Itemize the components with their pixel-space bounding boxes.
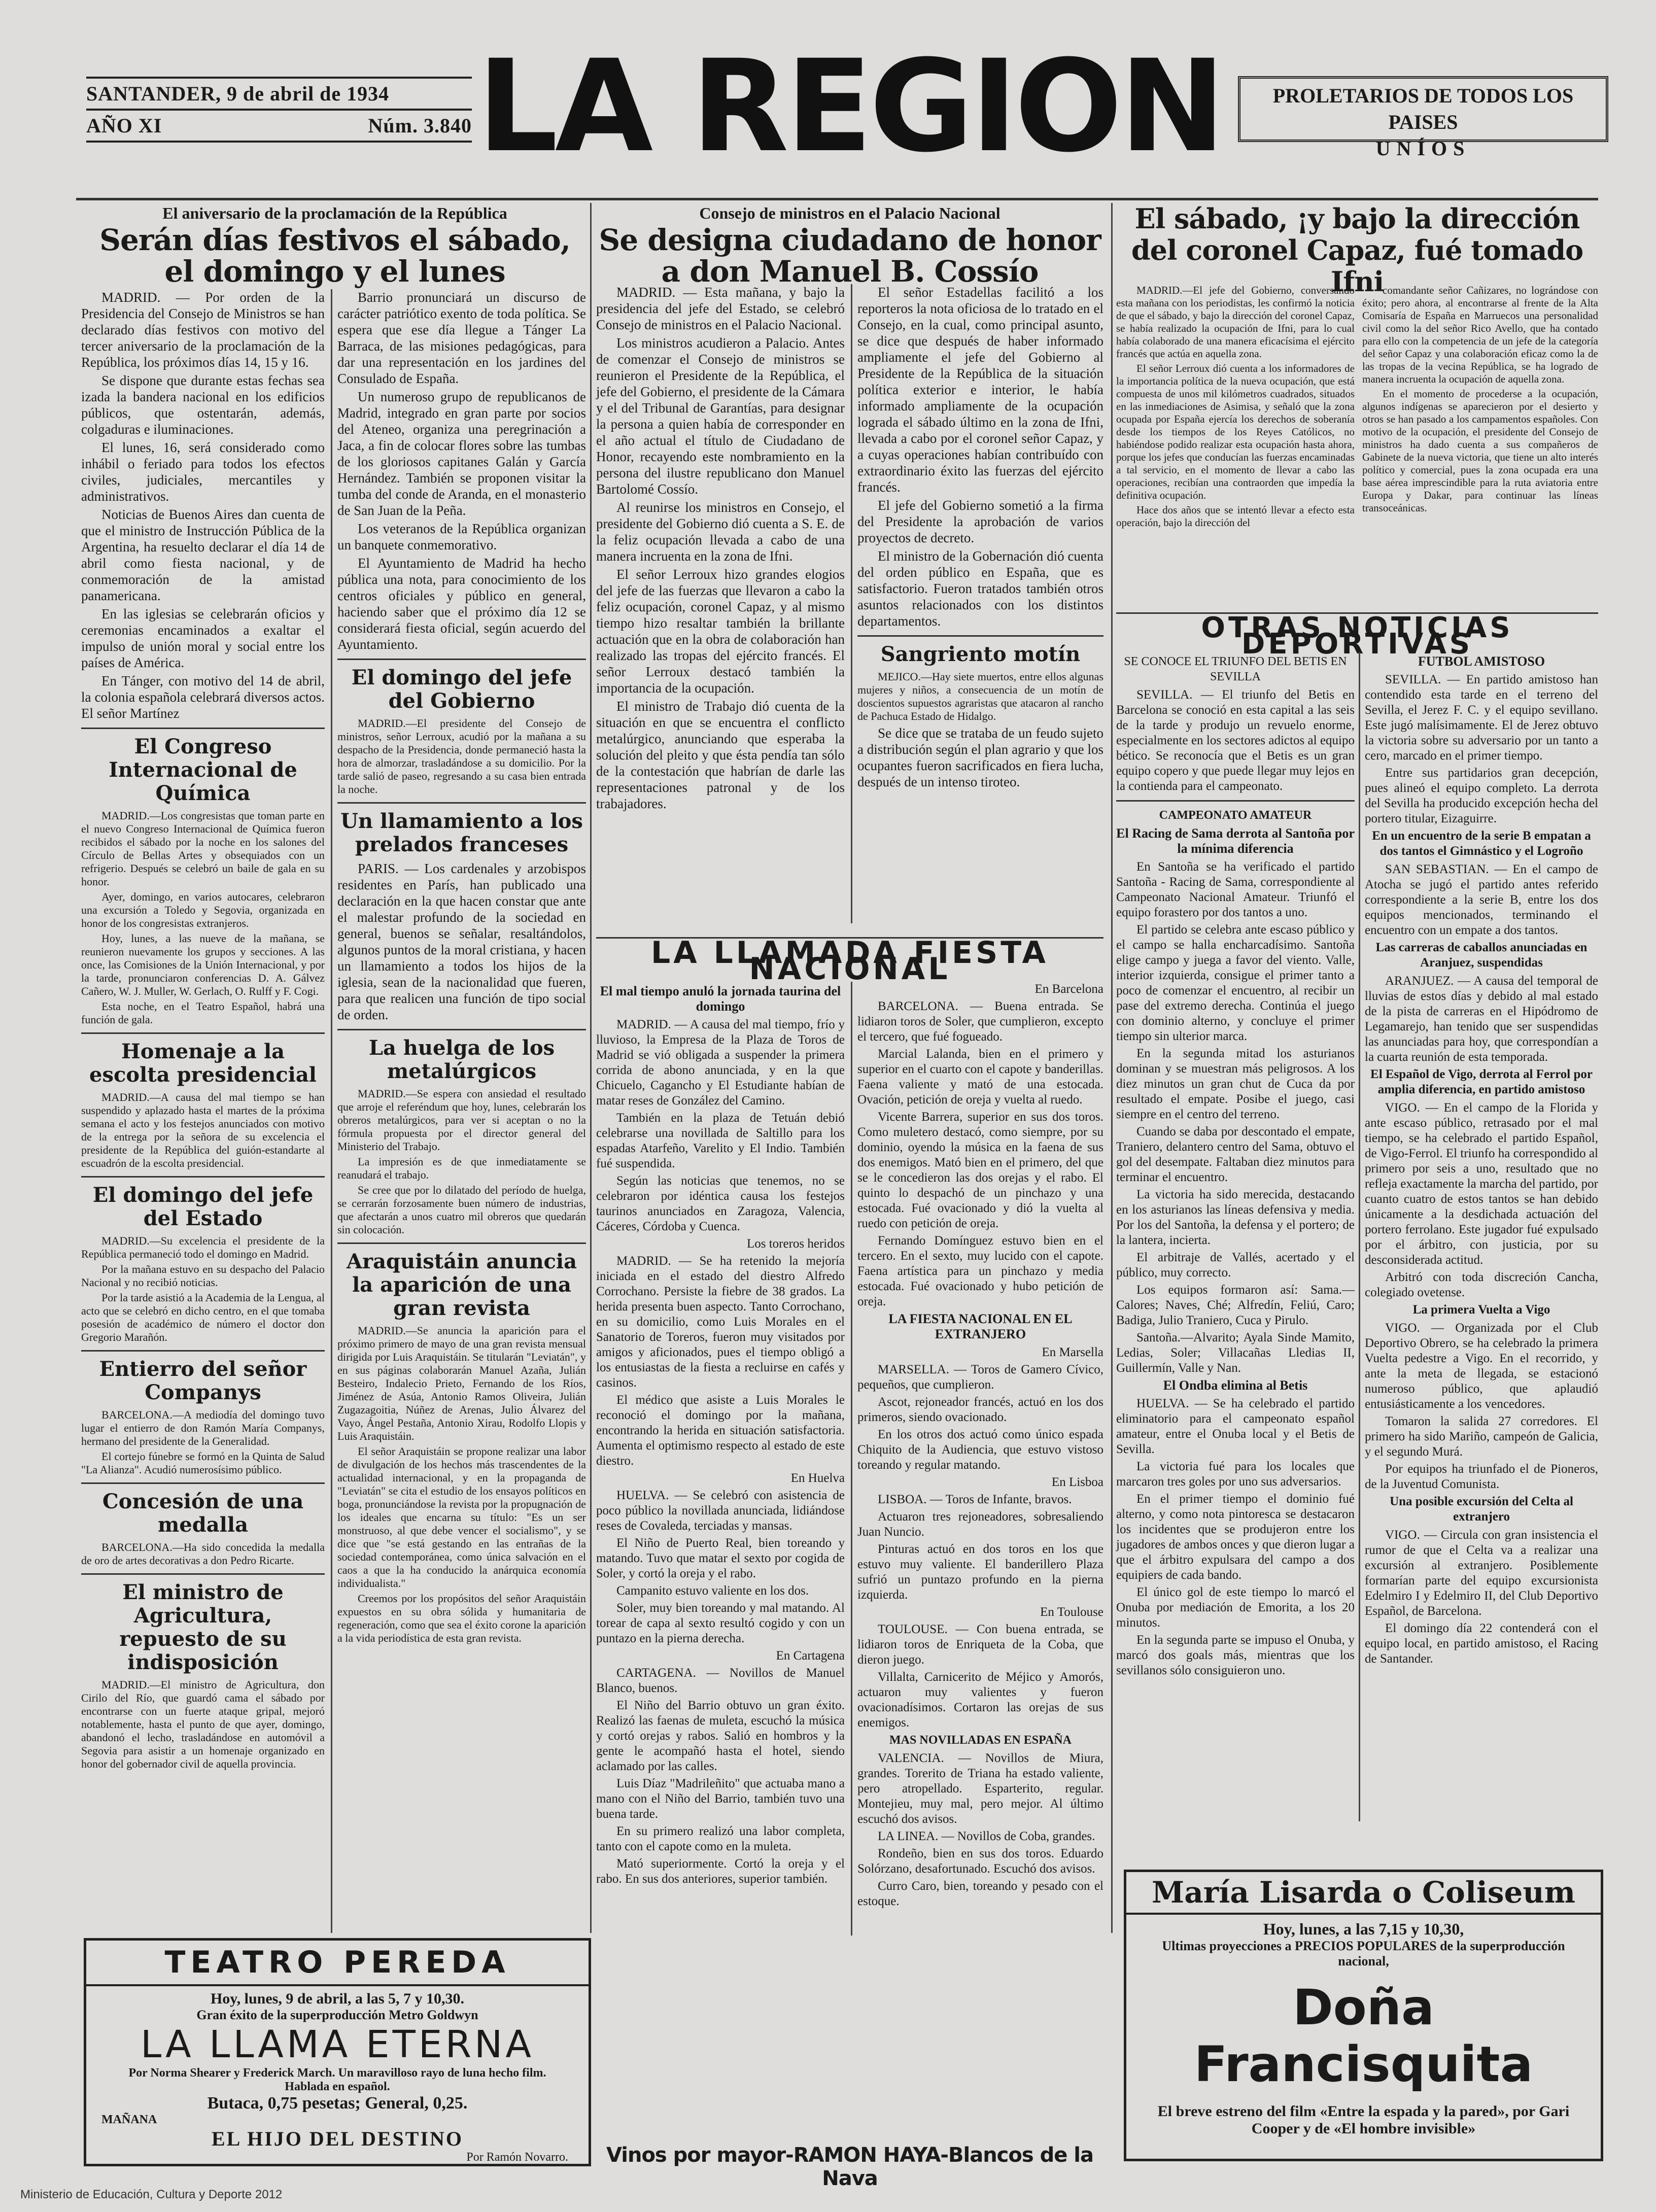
paragraph: SEVILLA. — El triunfo del Betis en Barcelona se conoció en esta capital a las seis de la tarde y produjo un revuelo enorme, especialmente en los sectores adictos al equipo bético. Se reconocía que el Betis es un gran equipo copero y que puede llegar muy lejos en la contienda para el campeonato. bbox=[1116, 688, 1355, 793]
ad-line: Por Norma Shearer y Frederick March. Un maravilloso rayo de luna hecho film. Hablada en español. bbox=[128, 2066, 546, 2093]
ad-line: Por Ramón Novarro. bbox=[466, 2151, 568, 2164]
ad-vinos bbox=[596, 2144, 1103, 2190]
paragraph: El ministro de la Gobernación dió cuenta del orden público en España, que es satisfactorio. Fueron tratados también otros asuntos relacionados con los distintos departamentos. bbox=[857, 548, 1103, 629]
column-3 bbox=[596, 284, 845, 814]
paragraph: También en la plaza de Tetuán debió celebrarse una novillada de Saltillo para los espadas Atarfeño, Varelito y El Indio. También fué suspendida. bbox=[596, 1111, 845, 1170]
paragraph: Mató superiormente. Cortó la oreja y el rabo. En sus dos anteriores, superior también. bbox=[596, 1857, 845, 1886]
section-heading: Un llamamiento a los prelados franceses bbox=[340, 809, 583, 856]
dateline: En Huelva bbox=[790, 1471, 845, 1485]
subheading: MAS NOVILLADAS EN ESPAÑA bbox=[889, 1734, 1072, 1747]
paragraph: BARCELONA. — Buena entrada. Se lidiaron toros de Soler, que cumplieron, excepto el tercero, que fué fogueado. bbox=[857, 999, 1103, 1044]
column-1 bbox=[81, 289, 325, 1773]
ad-title: TEATRO PEREDA bbox=[86, 1941, 589, 1986]
paragraph: En la segunda mitad los asturianos dominan y se muestran más peligrosos. A los diez minutos un gran chut de Cuca da por resultado el empate. Posibe el juego, casi siempre en el centro del terreno. bbox=[1116, 1047, 1355, 1121]
paragraph: Barrio pronunciará un discurso de carácter patriótico exento de toda política. Se espera que ese día llegue a Tánger La Barraca, de las misiones pedagógicas, para dar una representación en los jardines del Consulado de España. bbox=[337, 290, 586, 386]
paragraph: Se cree que por lo dilatado del período de huelga, se cerrarán forzosamente buen número de industrias, que afectarán a unos cuatro mil obreros que quedarán sin colocación. bbox=[337, 1184, 586, 1236]
paragraph: En Santoña se ha verificado el partido Santoña - Racing de Sama, correspondiente al Campeonato Nacional Amateur. Triunfó el equipo forastero por dos tantos a uno. bbox=[1116, 860, 1355, 919]
section-title: LA LLAMADA FIESTA NACIONAL bbox=[651, 935, 1049, 987]
paragraph: Curro Caro, bien, toreando y pesado con el estoque. bbox=[857, 1879, 1103, 1908]
paragraph: Se dispone que durante estas fechas sea izada la bandera nacional en los edificios públicos, que ostentarán, además, colgaduras e iluminaciones. bbox=[81, 373, 325, 437]
paragraph: HUELVA. — Se ha celebrado el partido eliminatorio para el campeonato español amateur, entre el Onuba local y el Betis de Sevilla. bbox=[1116, 1397, 1355, 1456]
masthead-rule bbox=[76, 198, 1598, 200]
kicker: Consejo de ministros en el Palacio Nacional bbox=[699, 204, 1000, 222]
headline: Se designa ciudadano de honor a don Manuel B. Cossío bbox=[599, 223, 1101, 289]
paragraph: Los ministros acudieron a Palacio. Antes de comenzar el Consejo de ministros se reunieron el Presidente de la República, el jefe del Gobierno, el presidente de la Cámara y el del Tribunal de Garantías, para designar la persona a quien había de corresponder en el año actual el título de Ciudadano de Honor, recayendo este nombramiento en la persona del ilustre republicano don Manuel Bartolomé Cossío. bbox=[596, 335, 845, 497]
paragraph: Se dice que se trataba de un feudo sujeto a distribución según el plan agrario y que los ocupantes fueron sacrificados en fiera lucha, después de un intenso tiroteo. bbox=[857, 725, 1103, 789]
paragraph: VIGO. — En el campo de la Florida y ante escaso público, retrasado por el mal tiempo, se ha celebrado el partido Español, de Vigo-Ferrol. El triunfo ha correspondido al primero por seis a uno, resultado que no refleja exactamente la marcha del partido, por cuanto cuatro de estos tantos se han debido únicamente a la desdichada actuación del portero ferrolano. Este jugador fué expulsado por el árbitro, con justicia, por su desconsiderada actitud. bbox=[1365, 1101, 1598, 1267]
section-heading: El Congreso Internacional de Química bbox=[109, 735, 297, 805]
subheading: CAMPEONATO AMATEUR bbox=[1159, 809, 1312, 822]
paragraph: Fernando Domínguez estuvo bien en el tercero. En el sexto, muy lucido con el capote. Faena artística para un pinchazo y media estocada. Fué ovacionado y hubo petición de oreja. bbox=[857, 1234, 1103, 1308]
paragraph: LA LINEA. — Novillos de Coba, grandes. bbox=[878, 1829, 1095, 1843]
paragraph: El jefe del Gobierno sometió a la firma del Presidente la aprobación de varios proyectos de decreto. bbox=[857, 498, 1103, 545]
paragraph: Santoña.—Alvarito; Ayala Sinde Mamito, Ledias, Soler; Villacañas Lledias II, Guillermín, Valle y Nan. bbox=[1116, 1331, 1355, 1375]
motto-box bbox=[1238, 76, 1608, 160]
fiesta-column-right bbox=[857, 982, 1103, 1911]
paragraph: El señor Lerroux hizo grandes elogios del jefe de las fuerzas que llevaron a cabo la feliz ocupación, coronel Capaz, y al mismo tiempo hizo resaltar también la brillante actuación que en la obra de colaboración han realizado las tropas del ejército francés. El señor Lerroux destacó también la importancia de la ocupación. bbox=[596, 567, 845, 696]
column-2 bbox=[337, 289, 586, 1647]
subheading: El Racing de Sama derrota al Santoña por la mínima diferencia bbox=[1116, 826, 1355, 856]
ad-film-title: Doña Francisquita bbox=[1194, 1979, 1533, 2093]
paragraph: Los veteranos de la República organizan un banquete conmemorativo. bbox=[337, 521, 586, 552]
column-5-top bbox=[1116, 284, 1355, 531]
ad-vinos-text: Vinos por mayor-RAMON HAYA-Blancos de la Nava bbox=[606, 2144, 1093, 2190]
paragraph: VIGO. — Circula con gran insistencia el rumor de que el Celta va a realizar una excursión al extranjero. Posiblemente formarían parte del equipo excursionista Edelmiro I y Edelmiro II, del Club Deportivo Español, de Barcelona. bbox=[1365, 1528, 1598, 1618]
paragraph: Luis Díaz "Madrileñito" que actuaba mano a mano con el Niño del Barrio, también tuvo una buena tarde. bbox=[596, 1777, 845, 1821]
paragraph: El Ayuntamiento de Madrid ha hecho pública una nota, para conocimiento de los centros oficiales y público en general, haciendo saber que el próximo día 12 se considerará fiesta oficial, según acuerdo del Ayuntamiento. bbox=[337, 556, 586, 652]
ad-teatro-pereda bbox=[84, 1938, 591, 2166]
ad-line: MAÑANA bbox=[101, 2113, 157, 2126]
ad-title: María Lisarda o Coliseum bbox=[1126, 1872, 1601, 1915]
paragraph: El señor Lerroux dió cuenta a los informadores de la importancia política de la nueva ocupación, que está compuesta de unos mil kilómetros cuadrados, situados en las inmediaciones de Asimisa, y señaló que la zona ocupada por España ejercía los derechos de soberanía desde los tiempos de los Reyes Católicos, no habiéndose podido realizar esta ocupación hasta ahora, porque los jefes que conducían las fuerzas encaminadas a tal servicio, en el momento de llevar a cabo las operaciones, recibían una contraorden que impedía la definitiva ocupación. bbox=[1116, 362, 1355, 501]
paragraph: MADRID. — Esta mañana, y bajo la presidencia del jefe del Estado, se celebró Consejo de ministros en el Palacio Nacional. bbox=[596, 285, 845, 332]
paragraph: Rondeño, bien en sus dos toros. Eduardo Solórzano, desafortunado. Escuchó dos avisos. bbox=[857, 1847, 1103, 1876]
paragraph: Arbitró con toda discreción Cancha, colegiado ovetense. bbox=[1365, 1270, 1598, 1299]
paragraph: MADRID.—El presidente del Consejo de ministros, señor Lerroux, acudió por la mañana a su despacho de la Presidencia, donde permaneció hasta la hora de almorzar, trasladándose a su domicilio. Por la tarde salió de paseo, regresando a su casa bien entrada la noche. bbox=[337, 717, 586, 796]
otras-noticias-header bbox=[1116, 606, 1598, 661]
paragraph: Villalta, Carnicerito de Méjico y Amorós, actuaron muy valientes y fueron ovacionadísimos. Cortaron las orejas de sus enemigos. bbox=[857, 1670, 1103, 1730]
motto-line-2: UNÍOS bbox=[1375, 137, 1471, 160]
paragraph: CARTAGENA. — Novillos de Manuel Blanco, buenos. bbox=[596, 1666, 845, 1695]
subheading: Una posible excursión del Celta al extranjero bbox=[1390, 1495, 1573, 1524]
masthead-info bbox=[86, 74, 472, 146]
paragraph: Vicente Barrera, superior en sus dos toros. Como muletero destacó, como siempre, por su dominio, oyendo la música en la faena de sus dos enemigos. Mató bien en el primero, del que se le concedieron las dos orejas y el rabo. El quinto lo despachó de un pinchazo y una estocada. Fué ovacionado y dió la vuelta al ruedo con petición de oreja. bbox=[857, 1110, 1103, 1230]
paragraph: La victoria fué para los locales que marcaron tres goles por uno sus adversarios. bbox=[1116, 1460, 1355, 1489]
paragraph: Esta noche, en el Teatro Español, habrá una función de gala. bbox=[81, 1000, 325, 1026]
paragraph: MEJICO.—Hay siete muertos, entre ellos algunas mujeres y niños, a consecuencia de un motín de doscientos supuestos agraristas que atacaron al rancho de Pachuca Estado de Hidalgo. bbox=[857, 670, 1103, 722]
column-5 bbox=[1116, 652, 1355, 1680]
paragraph: Actuaron tres rejoneadores, sobresaliendo Juan Nuncio. bbox=[857, 1510, 1103, 1539]
paragraph: Por equipos ha triunfado el de Pioneros, de la Juventud Comunista. bbox=[1365, 1462, 1598, 1491]
ad-line: El breve estreno del film «Entre la espada y la pared», por Gari Cooper y de «El hombre invisible» bbox=[1157, 2103, 1570, 2137]
ad-line: Ultimas proyecciones a PRECIOS POPULARES de la superproducción nacional, bbox=[1162, 1939, 1565, 1968]
fiesta-column-left bbox=[596, 982, 845, 1889]
section-heading: Concesión de una medalla bbox=[102, 1490, 304, 1537]
dateline: En Marsella bbox=[1042, 1345, 1103, 1359]
paragraph: Por la tarde asistió a la Academia de la Lengua, al acto que se celebró en dicho centro, en el que tomaba posesión de académico de número el doctor don Gregorio Marañón. bbox=[81, 1291, 325, 1343]
paragraph: El Niño del Barrio obtuvo un gran éxito. Realizó las faenas de muleta, escuchó la música y cortó orejas y rabos. Salió en hombros y la gente le acompañó hasta el hotel, siendo aclamado por las calles. bbox=[596, 1699, 845, 1773]
paragraph: Hoy, lunes, a las nueve de la mañana, se reunieron nuevamente los grupos y secciones. A las once, las Comisiones de la Unión Internacional, y por la tarde, pronunciaron conferencias D. A. Gálvez Cañero, W. J. Muller, W. Gerlach, O. Rulff y F. Cogi. bbox=[81, 932, 325, 997]
section-heading: Sangriento motín bbox=[880, 642, 1081, 666]
paragraph: Soler, muy bien toreando y mal matando. Al torear de capa al sexto resultó cogido y con un puntazo en la pierna derecha. bbox=[596, 1601, 845, 1645]
dateline: En Toulouse bbox=[1040, 1605, 1103, 1619]
paragraph: MADRID.—El ministro de Agricultura, don Cirilo del Río, que guardó cama el sábado por encontrarse con un fuerte ataque gripal, mejoró notablemente, hasta el punto de que ayer, domingo, abandonó el lecho, trasladándose en automóvil a Segovia para asistir a un homenaje organizado en honor del gobernador civil de aquella provincia. bbox=[81, 1678, 325, 1770]
paragraph: En Tánger, con motivo del 14 de abril, la colonia española celebrará diversos actos. El señor Martínez bbox=[81, 673, 325, 721]
paragraph: Tomaron la salida 27 corredores. El primero ha sido Mariño, campeón de Galicia, y el segundo Murá. bbox=[1365, 1414, 1598, 1459]
paragraph: MADRID.—Los congresistas que toman parte en el nuevo Congreso Internacional de Química fueron recibidos el sábado por la noche en los salones del Círculo de Bellas Artes y obsequiados con un refrigerio. Después se celebró un baile de gala en su honor. bbox=[81, 809, 325, 888]
ad-film-title: EL HIJO DEL DESTINO bbox=[211, 2127, 464, 2150]
paragraph: Al reunirse los ministros en Consejo, el presidente del Gobierno dió cuenta a S. E. de la feliz ocupación llevada a cabo de una manera incruenta en la zona de Ifni. bbox=[596, 500, 845, 564]
motto-line-1: PROLETARIOS DE TODOS LOS PAISES bbox=[1272, 84, 1574, 133]
paragraph: Creemos por los propósitos del señor Araquistáin expuestos en su obra sólida y humanitaria de regeneración, como que sea el éxito corone la aparición a la vida periodística de esta gran revista. bbox=[337, 1592, 586, 1644]
paragraph: Los equipos formaron así: Sama.—Calores; Naves, Ché; Alfredín, Feliú, Caro; Badiga, Julio Traniero, Cuca y Pirulo. bbox=[1116, 1283, 1355, 1327]
issue-number: Núm. 3.840 bbox=[368, 114, 472, 137]
dateline: En Cartagena bbox=[776, 1649, 845, 1663]
paragraph: La victoria ha sido merecida, destacando en los asturianos las líneas defensiva y media. Por los del Santoña, la defensa y el portero; de la lantera, incierta. bbox=[1116, 1188, 1355, 1247]
paragraph: SEVILLA. — En partido amistoso han contendido esta tarde en el terreno del Sevilla, el Jerez F. C. y el equipo sevillano. Este jugó malísimamente. El de Jerez obtuvo la victoria sobre su adversario por un tanto a cero, marcado en el primer tiempo. bbox=[1365, 673, 1598, 763]
paragraph: Ayer, domingo, en varios autocares, celebraron una excursión a Toledo y Segovia, organizada en honor de los congresistas extranjeros. bbox=[81, 890, 325, 929]
paragraph: MADRID.—Se espera con ansiedad el resultado que arroje el referéndum que hoy, lunes, celebrarán los obreros metalúrgicos, para ver si aceptan o no la fórmula propuesta por el director general del Ministerio del Trabajo. bbox=[337, 1087, 586, 1153]
paragraph: Cuando se daba por descontado el empate, Traniero, delantero centro del Sama, obtuvo el gol del desempate. Faltaban diez minutos para terminar el encuentro. bbox=[1116, 1125, 1355, 1184]
paragraph: HUELVA. — Se celebró con asistencia de poco público la novillada anunciada, lidiándose reses de Covaleda, terciadas y mansas. bbox=[596, 1489, 845, 1533]
ad-prices: Butaca, 0,75 pesetas; General, 0,25. bbox=[207, 2094, 468, 2113]
paragraph: El partido se celebra ante escaso público y el campo se halla encharcadísimo. Santoña elige campo y juega a favor del viento. Valle, interior izquierda, consigue el primer tanto a poco de comenzar el encuentro, al recibir un pase del extremo derecha. Continúa el juego con dominio alterno, y concluye el primer tiempo sin ulterior marca. bbox=[1116, 923, 1355, 1043]
paragraph: La impresión es de que inmediatamente se reanudará el trabajo. bbox=[337, 1155, 586, 1181]
paragraph: MADRID.—Su excelencia el presidente de la República permaneció todo el domingo en Madrid. bbox=[81, 1234, 325, 1260]
paragraph: El lunes, 16, será considerado como inhábil o feriado para todos los efectos civiles, judiciales, mercantiles y administrativos. bbox=[81, 440, 325, 504]
subheading: SE CONOCE EL TRIUNFO DEL BETIS EN SEVILLA bbox=[1124, 655, 1347, 683]
paragraph: Un numeroso grupo de republicanos de Madrid, integrado en gran parte por socios del Ateneo, organiza una peregrinación a Jaca, a fin de colocar flores sobre las tumbas de los gloriosos capitanes Galán y García Hernández. También se proponen visitar la tumba del conde de Aranda, en el monasterio de San Juan de la Peña. bbox=[337, 389, 586, 518]
paragraph: Por la mañana estuvo en su despacho del Palacio Nacional y no recibió noticias. bbox=[81, 1263, 325, 1289]
paragraph: Entre sus partidarios gran decepción, pues alineó el equipo completo. La derrota del Sevilla ha producido excepción hecha del portero titular, Eizaguirre. bbox=[1365, 766, 1598, 825]
ad-schedule: Hoy, lunes, 9 de abril, a las 5, 7 y 10,30. bbox=[210, 1990, 465, 2007]
article-fiesta-header bbox=[596, 931, 1103, 987]
section-heading: La huelga de los metalúrgicos bbox=[368, 1036, 555, 1083]
paragraph: MARSELLA. — Toros de Gamero Cívico, pequeños, que cumplieron. bbox=[857, 1363, 1103, 1392]
subheading: LA FIESTA NACIONAL EN EL EXTRANJERO bbox=[888, 1311, 1073, 1341]
subheading: El Ondba elimina al Betis bbox=[1163, 1378, 1308, 1393]
paragraph: El Niño de Puerto Real, bien toreando y matando. Tuvo que matar el sexto por cogida de Soler, y cortó la oreja y el rabo. bbox=[596, 1536, 845, 1580]
paragraph: El señor Estadellas facilitó a los reporteros la nota oficiosa de lo tratado en el Consejo, en la cual, como principal asunto, se dice que después de haber informado ampliamente el jefe del Gobierno al Presidente de la República de la situación política exterior e interior, le había informado ampliamente de la ocupación lograda el sábado último en la zona de Ifni, llevada a cabo por el coronel señor Capaz, y a cuyas operaciones habían contribuído con extraordinario éxito las fuerzas del ejército francés. bbox=[857, 285, 1103, 495]
paragraph: En las iglesias se celebrarán oficios y ceremonias encaminados a exaltar el impulso de unión moral y social entre los países de América. bbox=[81, 606, 325, 670]
paragraph: Pinturas actuó en dos toros en los que estuvo muy valiente. El banderillero Plaza sufrió un puntazo profundo en la pierna izquierda. bbox=[857, 1542, 1103, 1602]
paragraph: El domingo día 22 contenderá con el equipo local, en partido amistoso, el Racing de Santander. bbox=[1365, 1621, 1598, 1666]
paragraph: BARCELONA.—A mediodía del domingo tuvo lugar el entierro de don Ramón María Companys, hermano del presidente de la Generalidad. bbox=[81, 1408, 325, 1447]
dateline: En Lisboa bbox=[1051, 1475, 1103, 1489]
article-consejo-header bbox=[596, 203, 1103, 292]
column-4 bbox=[857, 284, 1103, 792]
paragraph: En el primer tiempo el dominio fué alterno, y como nota pintoresca se destacaron los incidentes que se produjeron entre los jugadores de ambos onces y que dieron lugar a que el árbitro expulsara del campo a dos equipiers de cada bando. bbox=[1116, 1492, 1355, 1582]
paragraph: El señor Araquistáin se propone realizar una labor de divulgación de los hechos más trascendentes de la actualidad internacional, y en la propaganda de "Leviatán" se cita el estudio de los ensayos políticos en boga, pronunciándose la revista por la propugnación de los ideales que encarna su título: "Es un ser monstruoso, al que debe vencer el socialismo", y se dice que "se está gestando en las entrañas de la sociedad contemporánea, como única salvación en el caos a que la ha conducido la anárquica economía individualista." bbox=[337, 1445, 586, 1589]
paragraph: MADRID.—Se anuncia la aparición para el próximo primero de mayo de una gran revista mensual dirigida por Luis Araquistáin. Se titularán "Leviatán", y en sus páginas colaborarán Manuel Azaña, Julián Besteiro, Indalecio Prieto, Fernando de los Ríos, Jiménez de Asúa, Antonio Ramos Oliveira, Julián Zugazagoitia, Núñez de Arenas, Julio Álvarez del Vayo, Ángel Pestaña, Antonio Xirau, Rodolfo Llopis y Luis Araquistáin. bbox=[337, 1324, 586, 1442]
footer-credit: Ministerio de Educación, Cultura y Deporte 2012 bbox=[20, 2188, 283, 2201]
subheading: La primera Vuelta a Vigo bbox=[1412, 1303, 1550, 1317]
paragraph: El cortejo fúnebre se formó en la Quinta de Salud "La Alianza". Acudió numerosísimo público. bbox=[81, 1450, 325, 1476]
subheading: El mal tiempo anuló la jornada taurina del domingo bbox=[600, 984, 841, 1014]
paragraph: MADRID. — Por orden de la Presidencia del Consejo de Ministros se han declarado días festivos con motivo del tercer aniversario de la proclamación de la República, los próximos días 14, 15 y 16. bbox=[81, 290, 325, 370]
paragraph: BARCELONA.—Ha sido concedida la medalla de oro de artes decorativas a don Pedro Ricarte. bbox=[81, 1541, 325, 1567]
article-anniversary-header bbox=[81, 203, 589, 292]
ad-schedule: Hoy, lunes, a las 7,15 y 10,30, bbox=[1263, 1920, 1464, 1938]
section-heading: Araquistáin anuncia la aparición de una gran revista bbox=[346, 1250, 577, 1320]
paragraph: El único gol de este tiempo lo marcó el Onuba por mediación de Emorita, a los 20 minutos. bbox=[1116, 1585, 1355, 1630]
section-heading: Homenaje a la escolta presidencial bbox=[89, 1040, 317, 1087]
city-date: SANTANDER, 9 de abril de 1934 bbox=[86, 82, 390, 105]
kicker: El aniversario de la proclamación de la República bbox=[162, 204, 507, 222]
paragraph: TOULOUSE. — Con buena entrada, se lidiaron toros de Enriqueta de la Coba, que dieron juego. bbox=[857, 1622, 1103, 1667]
newspaper-logo: LA REGION bbox=[477, 32, 1223, 180]
ad-film-title: LA LLAMA ETERNA bbox=[141, 2023, 534, 2066]
paragraph: SAN SEBASTIAN. — En el campo de Atocha se jugó el partido antes referido correspondiente a la serie B, entre los dos equipos mencionados, terminando el encuentro con un empate a dos tantos. bbox=[1365, 862, 1598, 937]
paragraph: En el momento de procederse a la ocupación, algunos indígenas se aparecieron por el desierto y otros se han pasado a los campamentos españoles. Con motivo de la ocupación, el presidente del Consejo de ministros ha dado cuenta a sus compañeros de Gabinete de la nueva victoria, que tiene un alto interés político y comercial, pues la zona ocupada era una base aérea imprescindible para la ruta aviatoria entre Europa y Dakar, para continuar las líneas transoceánicas. bbox=[1362, 388, 1598, 514]
subheading: En un encuentro de la serie B empatan a dos tantos el Gimnástico y el Logroño bbox=[1372, 829, 1591, 858]
column-6-top bbox=[1362, 284, 1598, 516]
paragraph: En su primero realizó una labor completa, tanto con el capote como en la muleta. bbox=[596, 1824, 845, 1853]
paragraph: VIGO. — Organizada por el Club Deportivo Obrero, se ha celebrado la primera Vuelta pedestre a Vigo. En el recorrido, y ante la meta de llegada, se estacionó numeroso público, que aplaudió entusiásticamente a los vencedores. bbox=[1365, 1321, 1598, 1411]
paragraph: MADRID. — A causa del mal tiempo, frío y lluvioso, la Empresa de la Plaza de Toros de Madrid se vió obligada a suspender la primera corrida de abono anunciada, y en la que Chicuelo, Cagancho y El Estudiante habían de matar reses de González del Camino. bbox=[596, 1018, 845, 1108]
paragraph: En los otros dos actuó como único espada Chiquito de la Audiencia, que estuvo vistoso toreando y regular matando. bbox=[857, 1428, 1103, 1472]
section-heading: El domingo del jefe del Gobierno bbox=[351, 666, 572, 713]
paragraph: comandante señor Cañizares, no lográndose con éxito; pero ahora, al encontrarse al frente de la Alta Comisaría de España en Marruecos una personalidad civil como la del señor Rico Avello, que ha contado para ello con la competencia de un jefe de la categoría del señor Capaz y una colaboración eficaz como la de las tropas de la vecina República, se ha logrado de manera incruenta la ocupación de aquella zona. bbox=[1362, 284, 1598, 385]
section-heading: El domingo del jefe del Estado bbox=[92, 1183, 314, 1230]
subheading: El Español de Vigo, derrota al Ferrol por amplia diferencia, en partido amistoso bbox=[1370, 1067, 1593, 1096]
paragraph: En la segunda parte se impuso el Onuba, y marcó dos goals más, mientras que los sevillanos sólo consiguieron uno. bbox=[1116, 1633, 1355, 1677]
paragraph: Campanito estuvo valiente en los dos. bbox=[616, 1584, 809, 1598]
ad-line: Gran éxito de la superproducción Metro Goldwyn bbox=[196, 2008, 478, 2022]
subheading: Las carreras de caballos anunciadas en Aranjuez, suspendidas bbox=[1375, 941, 1588, 970]
paragraph: Marcial Lalanda, bien en el primero y superior en el cuarto con el capote y banderillas. Faena valiente y mató de una estocada. Ovación, petición de oreja y vuelta al ruedo. bbox=[857, 1047, 1103, 1107]
paragraph: El médico que asiste a Luis Morales le reconoció el domingo por la mañana, encontrando la herida en situación satisfactoria. Aumenta el optimismo respecto al estado de este diestro. bbox=[596, 1393, 845, 1468]
paragraph: MADRID. — Se ha retenido la mejoría iniciada en el estado del diestro Alfredo Corrochano. Persiste la fiebre de 38 grados. La herida presenta buen aspecto. Tanto Corrochano, en su domicilio, como Luis Morales en el Sanatorio de Toreros, fueron muy visitados por amigos y aficionados, pues el tiempo obligó a los entusiastas de la fiesta a recluirse en cafés y casinos. bbox=[596, 1254, 845, 1390]
paragraph: Noticias de Buenos Aires dan cuenta de que el ministro de Instrucción Pública de la Argentina, ha resuelto declarar el día 14 de abril como fiesta nacional, y de conmemoración de la amistad panamericana. bbox=[81, 507, 325, 603]
paragraph: Según las noticias que tenemos, no se celebraron por idéntica causa los festejos taurinos anunciados en Zaragoza, Valencia, Cáceres, Córdoba y Cuenca. bbox=[596, 1174, 845, 1233]
column-6 bbox=[1365, 652, 1598, 1669]
subheading: FUTBOL AMISTOSO bbox=[1418, 654, 1545, 669]
paragraph: El arbitraje de Vallés, acertado y el público, muy correcto. bbox=[1116, 1251, 1355, 1280]
dateline: Los toreros heridos bbox=[746, 1237, 845, 1251]
section-title: OTRAS NOTICIAS DEPORTIVAS bbox=[1201, 611, 1513, 661]
paragraph: LISBOA. — Toros de Infante, bravos. bbox=[878, 1493, 1072, 1506]
paragraph: VALENCIA. — Novillos de Miura, grandes. Torerito de Triana ha estado valiente, pero atropellado. Esparterito, regular. Montejieu, muy mal, pero mejor. Al último escuchó dos avisos. bbox=[857, 1751, 1103, 1826]
headline: Serán días festivos el sábado, el domingo y el lunes bbox=[99, 223, 570, 289]
paragraph: Hace dos años que se intentó llevar a efecto esta operación, bajo la dirección del bbox=[1116, 504, 1355, 529]
paragraph: MADRID.—El jefe del Gobierno, conversando esta mañana con los periodistas, les confirmó la noticia de que el sábado, y bajo la dirección del coronel Capaz, se había realizado la ocupación de Ifni, para lo cual había colaborado de una manera eficacísima el ejército francés que actúa en aquella zona. bbox=[1116, 284, 1355, 360]
paragraph: ARANJUEZ. — A causa del temporal de lluvias de estos días y debido al mal estado de la pista de carreras en el Hipódromo de Legamarejo, han tenido que ser suspendidas las anunciadas para hoy, que correspondían a la cuarta reunión de esta temporada. bbox=[1365, 974, 1598, 1064]
paragraph: Ascot, rejoneador francés, actuó en los dos primeros, siendo ovacionado. bbox=[857, 1395, 1103, 1424]
paragraph: MADRID.—A causa del mal tiempo se han suspendido y aplazado hasta el martes de la próxima semana el acto y los festejos anunciados con motivo de la entrega por la señora de su excelencia el presidente de la República del guión-estandarte al escuadrón de la escolta presidencial. bbox=[81, 1091, 325, 1169]
paragraph: El ministro de Trabajo dió cuenta de la situación en que se encuentra el conflicto metalúrgico, anunciando que esperaba la solución del pleito y que ésta pendía tan sólo de la contestación que habrían de darle las representaciones patronal y de los trabajadores. bbox=[596, 699, 845, 811]
section-heading: El ministro de Agricultura, repuesto de su indisposición bbox=[119, 1580, 287, 1674]
paragraph: PARIS. — Los cardenales y arzobispos residentes en París, han publicado una declaración en la que hacen constar que ante el malestar profundo de la sociedad en general, buenos se señalar, resaltándolos, algunos puntos de la moral cristiana, y hacen un llamamiento a todos los hijos de la iglesia, sean de la nacionalidad que fueren, para que realicen una función de tipo social de orden. bbox=[337, 861, 586, 1022]
dateline: En Barcelona bbox=[1034, 982, 1103, 996]
year-label: AÑO XI bbox=[86, 114, 162, 137]
ad-coliseum bbox=[1124, 1870, 1603, 2161]
section-heading: Entierro del señor Companys bbox=[99, 1357, 307, 1404]
headline: El sábado, ¡y bajo la dirección del coronel Capaz, fué tomado Ifni bbox=[1131, 202, 1583, 298]
